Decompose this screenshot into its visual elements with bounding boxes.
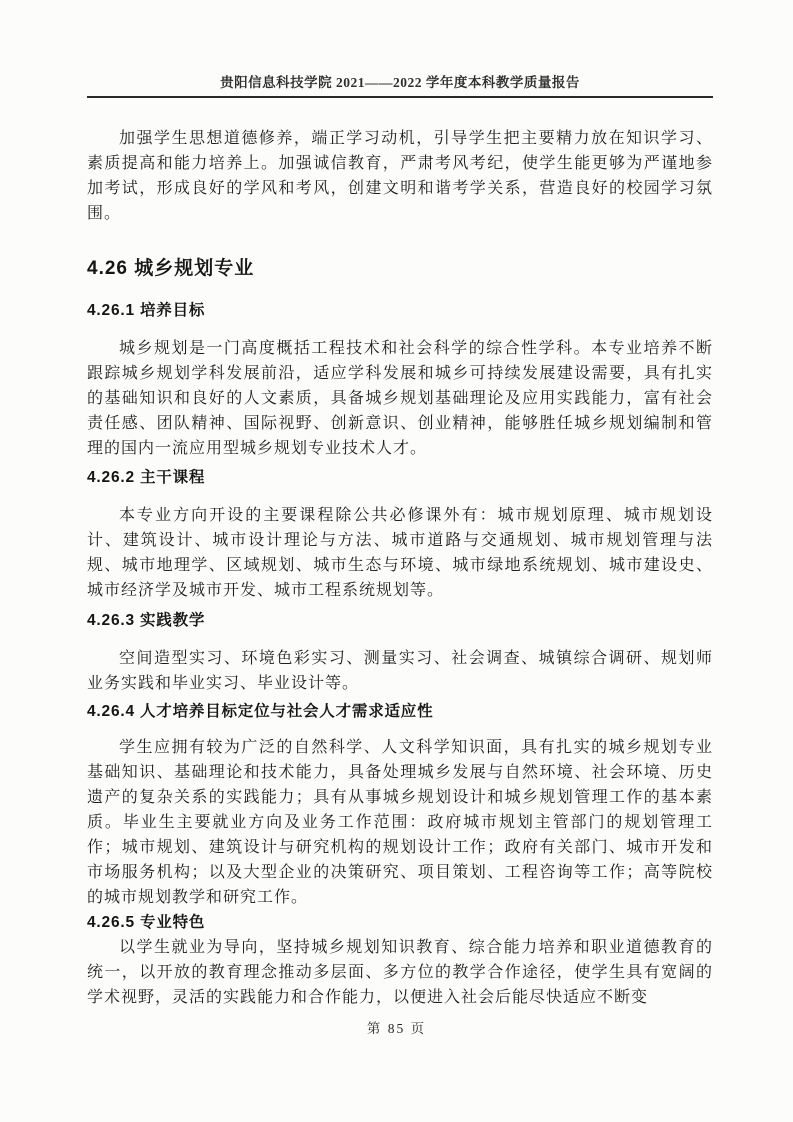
section-title: 4.26 城乡规划专业 [87, 258, 255, 279]
subsection-heading-3: 4.26.3 实践教学 [87, 612, 206, 629]
subsection-paragraph-2: 本专业方向开设的主要课程除公共必修课外有：城市规划原理、城市规划设计、建筑设计、城市设计理论与方法、城市道路与交通规划、城市规划管理与法规、城市地理学、区域规划、城市生态与环境、城市绿地系统规划、城市建设史、城市经济学及城市开发、城市工程系统规划等。 [87, 507, 713, 599]
page-number: 第 85 页 [366, 1021, 427, 1036]
subsection-heading-1: 4.26.1 培养目标 [87, 302, 206, 319]
page-header-title: 贵阳信息科技学院 2021——2022 学年度本科教学质量报告 [87, 0, 713, 98]
intro-paragraph: 加强学生思想道德修养，端正学习动机，引导学生把主要精力放在知识学习、素质提高和能力培养上。加强诚信教育，严肃考风考纪，使学生能更够为严谨地参加考试，形成良好的学风和考风，创建文明和谐考学关系，营造良好的校园学习氛围。 [87, 130, 713, 222]
subsection-heading-2: 4.26.2 主干课程 [87, 469, 206, 486]
subsection-paragraph-5: 以学生就业为导向，坚持城乡规划知识教育、综合能力培养和职业道德教育的统一，以开放的教育理念推动多层面、多方位的教学合作途径，使学生具有宽阔的学术视野，灵活的实践能力和合作能力，以便进入社会后能尽快适应不断变 [87, 939, 713, 1006]
subsection-heading-4: 4.26.4 人才培养目标定位与社会人才需求适应性 [87, 703, 434, 720]
subsection-paragraph-4: 学生应拥有较为广泛的自然科学、人文科学知识面，具有扎实的城乡规划专业基础知识、基础理论和技术能力，具备处理城乡发展与自然环境、社会环境、历史遗产的复杂关系的实践能力；具有从事城乡规划设计和城乡规划管理工作的基本素质。毕业生主要就业方向及业务工作范围：政府城市规划主管部门的规划管理工作；城市规划、建筑设计与研究机构的规划设计工作；政府有关部门、城市开发和市场服务机构；以及大型企业的决策研究、项目策划、工程咨询等工作；高等院校的城市规划教学和研究工作。 [87, 739, 713, 906]
subsection-heading-5: 4.26.5 专业特色 [87, 914, 206, 931]
subsection-paragraph-1: 城乡规划是一门高度概括工程技术和社会科学的综合性学科。本专业培养不断跟踪城乡规划学科发展前沿，适应学科发展和城乡可持续发展建设需要，具有扎实的基础知识和良好的人文素质，具备城乡规划基础理论及应用实践能力，富有社会责任感、团队精神、国际视野、创新意识、创业精神，能够胜任城乡规划编制和管理的国内一流应用型城乡规划专业技术人才。 [87, 340, 713, 457]
subsection-paragraph-3: 空间造型实习、环境色彩实习、测量实习、社会调查、城镇综合调研、规划师业务实践和毕业实习、毕业设计等。 [87, 650, 713, 692]
